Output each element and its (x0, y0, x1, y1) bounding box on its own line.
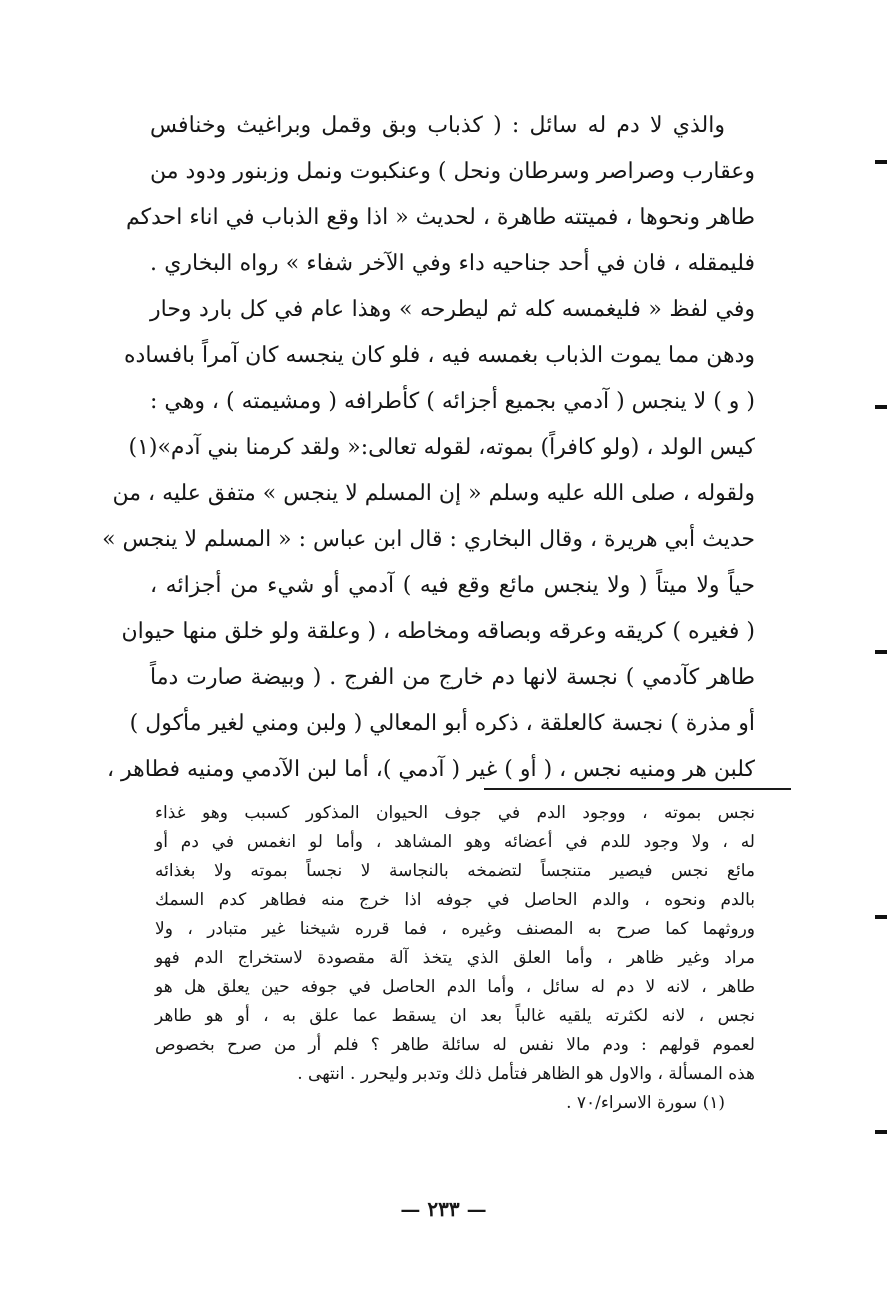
text-line: كلبن هر ومنيه نجس ، ( أو ) غير ( آدمي )، أما لبن الآدمي ومنيه فطاهر ، (106, 757, 755, 782)
text-line: طاهر ونحوها ، فميتته طاهرة ، لحديث « اذا وقع الذباب في اناء احدكم (125, 205, 755, 230)
text-line: فليمقله ، فان في أحد جناحيه داء وفي الآخر شفاء » رواه البخاري . (150, 251, 755, 276)
footnotes-block (155, 799, 755, 1118)
footnote-line: هذه المسألة ، والاول هو الظاهر فتأمل ذلك وتدبر وليحرر . انتهى . (297, 1064, 755, 1084)
margin-mark (875, 915, 887, 919)
footnote-line: لعموم قولهم : ودم مالا نفس له سائلة طاهر ؟ فلم أر من صرح بخصوص (155, 1035, 755, 1055)
text-line: طاهر كآدمي ) نجسة لانها دم خارج من الفرج . ( وبيضة صارت دماً (150, 665, 755, 690)
footnote-divider (484, 788, 791, 790)
text-line: حديث أبي هريرة ، وقال البخاري : قال ابن عباس : « المسلم لا ينجس » (102, 527, 755, 552)
text-line: وعقارب وصراصر وسرطان ونحل ) وعنكبوت ونمل وزبنور ودود من (150, 159, 755, 184)
margin-mark (875, 1130, 887, 1134)
text-line: والذي لا دم له سائل : ( كذباب وبق وقمل وبراغيث وخنافس (150, 113, 725, 138)
footnote-line: له ، ولا وجود للدم في أعضائه وهو المشاهد ، وأما لو انغمس في دم أو (155, 832, 755, 852)
main-text-block (102, 103, 755, 793)
text-line: ودهن مما يموت الذباب بغمسه فيه ، فلو كان ينجسه كان آمراً بافساده (124, 343, 755, 368)
footnote-line: طاهر ، لانه لا دم له سائل ، وأما الدم الحاصل في جوفه حين يعلق هل هو (155, 977, 755, 997)
margin-mark (875, 650, 887, 654)
margin-mark (875, 160, 887, 164)
page-number: — ٢٣٣ — (400, 1197, 487, 1221)
footnote-line: نجس بموته ، ووجود الدم في جوف الحيوان المذكور كسبب وهو غذاء (155, 803, 755, 823)
footnote-line: بالدم ونحوه ، والدم الحاصل في جوفه اذا خرج منه فطاهر كدم السمك (155, 890, 755, 910)
text-line: ( و ) لا ينجس ( آدمي بجميع أجزائه ) كأطرافه ( ومشيمته ) ، وهي : (149, 389, 755, 414)
text-line: ولقوله ، صلى الله عليه وسلم « إن المسلم لا ينجس » متفق عليه ، من (112, 481, 755, 506)
text-line: كيس الولد ، (ولو كافراً) بموته، لقوله تعالى:« ولقد كرمنا بني آدم»(١) (128, 435, 755, 460)
footnote-line: نجس ، لانه لكثرته يلقيه غالباً بعد ان يسقط عما علق به ، أو هو طاهر (155, 1006, 755, 1026)
footnote-line: مراد وغير ظاهر ، وأما العلق الذي يتخذ آلة مقصودة لاستخراج الدم فهو (155, 948, 755, 968)
footnote-line: مائع نجس فيصير متنجساً لتضمخه بالنجاسة لا نجساً بموته ولا بغذائه (155, 861, 755, 881)
text-line: ( فغيره ) كريقه وعرقه وبصاقه ومخاطه ، ( وعلقة ولو خلق منها حيوان (121, 619, 755, 644)
text-line: حياً ولا ميتاً ( ولا ينجس مائع وقع فيه ) آدمي أو شيء من أجزائه ، (150, 573, 755, 598)
text-line: أو مذرة ) نجسة كالعلقة ، ذكره أبو المعالي ( ولبن ومني لغير مأكول ) (129, 711, 755, 736)
footnote-line: وروثهما كما صرح به المصنف وغيره ، فما قرره شيخنا غير متبادر ، ولا (155, 919, 755, 939)
margin-mark (875, 405, 887, 409)
text-line: وفي لفظ « فليغمسه كله ثم ليطرحه » وهذا عام في كل بارد وحار (150, 297, 755, 322)
footnote-reference: (١) سورة الاسراء/٧٠ . (566, 1093, 725, 1113)
